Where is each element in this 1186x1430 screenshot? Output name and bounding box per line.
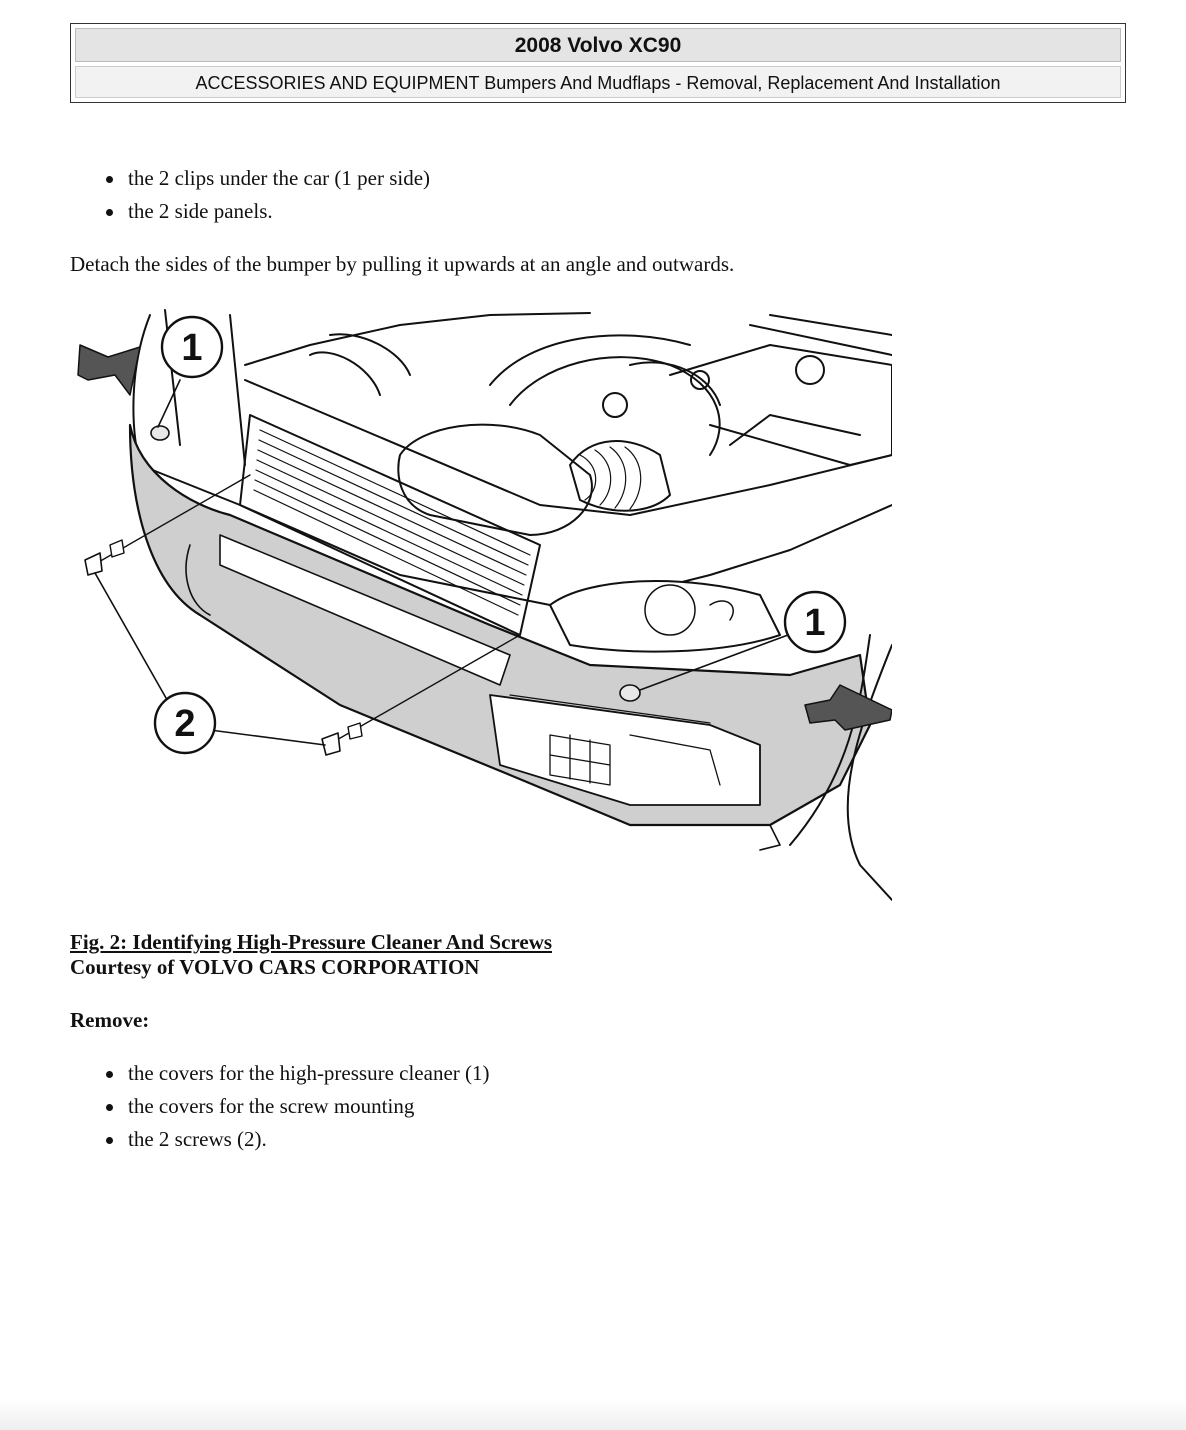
bumper-illustration (70, 305, 892, 905)
list-item (70, 1090, 490, 1123)
bullet-dot (106, 176, 113, 183)
list-item-text: the 2 clips under the car (1 per side) (128, 166, 431, 190)
figure-courtesy: Courtesy of VOLVO CARS CORPORATION (70, 955, 480, 979)
figure-caption (70, 930, 552, 980)
bullet-dot (106, 1071, 113, 1078)
remove-heading: Remove: (70, 1008, 150, 1032)
list-item-text: the 2 screws (2). (128, 1127, 267, 1151)
instruction-paragraph: Detach the sides of the bumper by pulling it upwards at an angle and outwards. (70, 252, 735, 276)
callout-label: 1 (804, 602, 826, 644)
callout-2 (155, 693, 215, 753)
list-item (70, 1123, 490, 1156)
document-header (70, 23, 1126, 103)
bullet-dot (106, 209, 113, 216)
document-title: 2008 Volvo XC90 (75, 28, 1121, 62)
list-item-text: the 2 side panels. (128, 199, 273, 223)
callout-1-right (785, 592, 845, 652)
list-item-text: the covers for the screw mounting (128, 1094, 415, 1118)
list-item (70, 162, 430, 195)
bullet-list-top (70, 162, 430, 228)
figure-caption-title: Fig. 2: Identifying High-Pressure Cleaner And Screws (70, 930, 553, 954)
bullet-dot (106, 1137, 113, 1144)
page-bottom-shadow (0, 1400, 1186, 1430)
callout-label: 1 (181, 327, 203, 369)
callout-label: 2 (174, 703, 196, 745)
headlight-shape (550, 581, 780, 652)
document-subtitle: ACCESSORIES AND EQUIPMENT Bumpers And Mudflaps - Removal, Replacement And Installation (75, 66, 1121, 98)
arrow-left-icon (78, 345, 140, 395)
bullet-dot (106, 1104, 113, 1111)
callout-1-left (162, 317, 222, 377)
list-item-text: the covers for the high-pressure cleaner (1) (128, 1061, 490, 1085)
bullet-list-bottom (70, 1057, 490, 1156)
list-item (70, 195, 430, 228)
list-item (70, 1057, 490, 1090)
